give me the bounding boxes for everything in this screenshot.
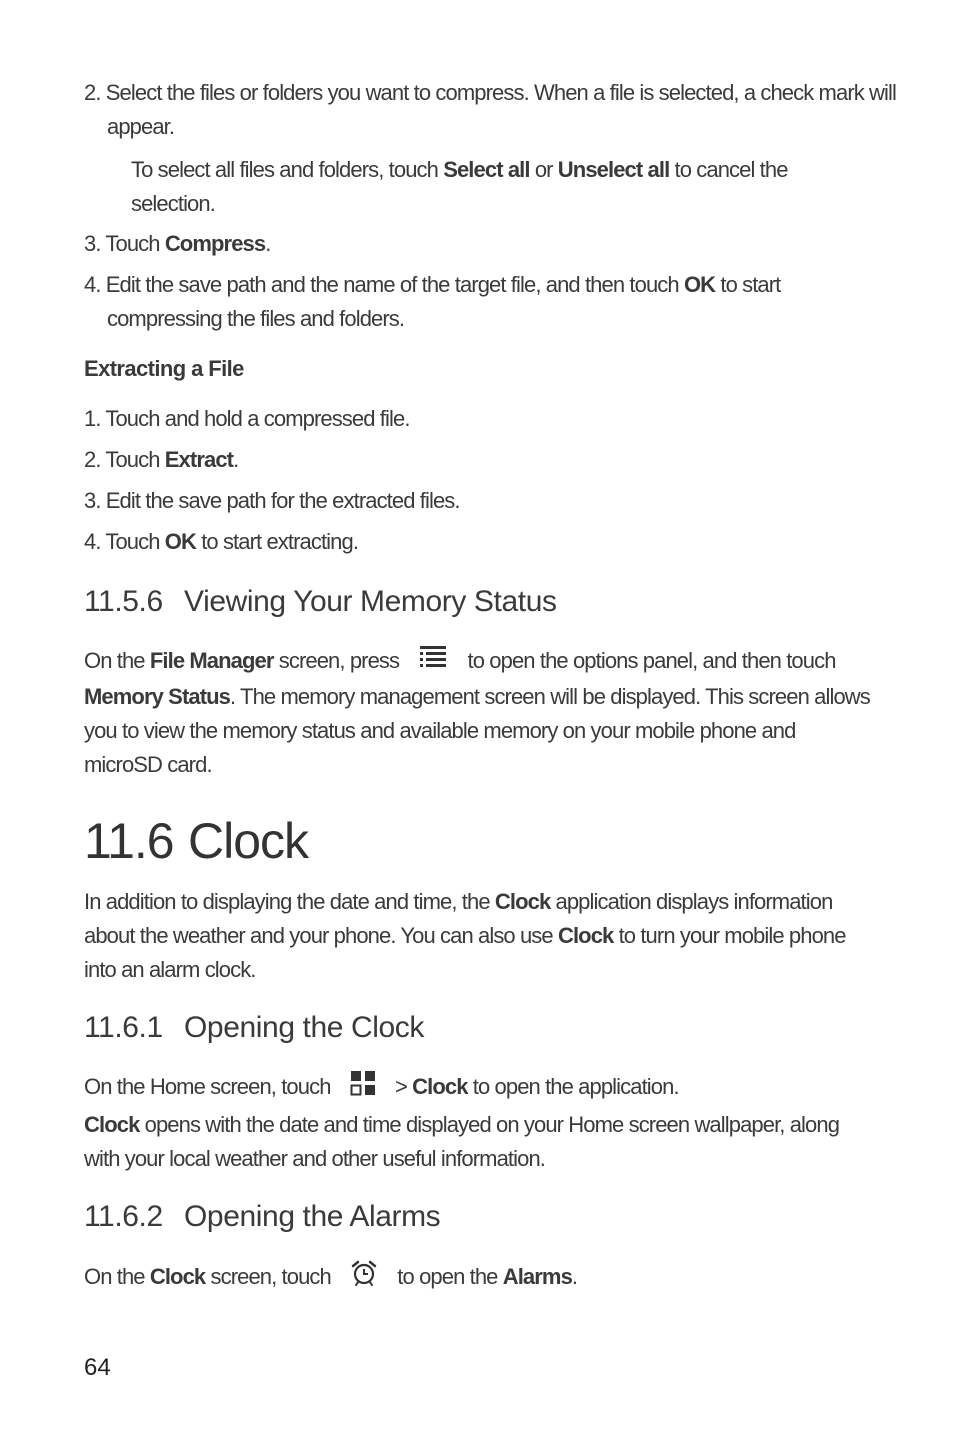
extract-step-2: 2. Touch Extract.: [84, 447, 239, 472]
opening-clock-heading: 11.6.1 Opening the Clock: [84, 1011, 425, 1044]
clock-intro-paragraph: In addition to displaying the date and time, the Clock application displays information about the weather and your phone. You can also use Clock to turn your mobile phone into an alarm clock.: [84, 889, 846, 982]
memory-status-heading: 11.5.6 Viewing Your Memory Status: [84, 585, 557, 618]
extract-step-1: 1. Touch and hold a compressed file.: [84, 406, 410, 431]
opening-clock-paragraph-2: Clock opens with the date and time displayed on your Home screen wallpaper, along with your local weather and other useful information.: [84, 1112, 840, 1171]
opening-clock-paragraph-1: On the Home screen, touch > Clock to open the application.: [84, 1070, 874, 1106]
page-number: 64: [84, 1354, 111, 1381]
extract-subheading: Extracting a File: [84, 356, 244, 381]
app-grid-icon: [350, 1070, 376, 1106]
opening-alarms-paragraph: On the Clock screen, touch to open the Alarms.: [84, 1259, 874, 1297]
compress-step-3: 3. Touch Compress.: [84, 231, 271, 256]
compress-step-4: 4. Edit the save path and the name of the target file, and then touch OK to start compressing the files and folders.: [84, 272, 781, 331]
clock-chapter-heading: 11.6 Clock: [84, 813, 309, 869]
compress-step-2: 2. Select the files or folders you want to compress. When a file is selected, a check mark will appear.: [84, 80, 897, 139]
unselect-all-label: Unselect all: [557, 157, 670, 182]
memory-status-paragraph: On the File Manager screen, press to open the options panel, and then touch Memory Status. The memory management screen will be displayed. This screen allows you to view the memory status and available memory on your mobile phone and microSD card.: [84, 644, 874, 782]
opening-alarms-heading: 11.6.2 Opening the Alarms: [84, 1200, 441, 1233]
compress-step-2-note: To select all files and folders, touch Select all or Unselect all to cancel the selection.: [131, 157, 788, 216]
alarm-clock-icon: [350, 1259, 378, 1297]
menu-icon: [418, 644, 448, 680]
select-all-label: Select all: [443, 157, 530, 182]
extract-step-4: 4. Touch OK to start extracting.: [84, 529, 359, 554]
extract-step-3: 3. Edit the save path for the extracted files.: [84, 488, 460, 513]
